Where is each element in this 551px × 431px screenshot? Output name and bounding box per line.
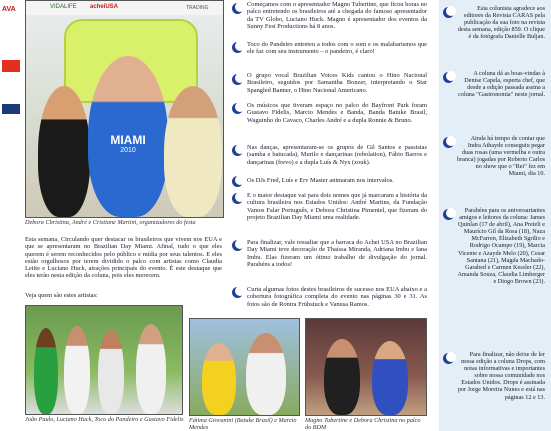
bullet-moon-icon xyxy=(232,193,243,204)
paragraph-toco: Toco do Pandeiro entreteu a todos com o som e os malabarismos que ele faz com seu instrumento – o pandeiro, é claro! xyxy=(247,41,427,56)
sponsor-logo-ava: AVA xyxy=(2,6,16,13)
sponsor-badge-2 xyxy=(2,104,20,114)
sponsor-logo-0: VIDALIFE xyxy=(50,4,77,10)
bullet-moon-icon xyxy=(443,7,454,18)
intro-paragraph: Esta semana, Circulando quer destacar os brasileiros que vivem nos EUA e que se apresentaram no Brazilian Day Miami. Afinal, tudo o que eles querem é serem reconhecidos pelo público e mídia por seus talentos. E eles estão orgulhosos por terem dividido o palco com artistas como Claudia Leitte e Luciano Huck, atrações principais do evento. É este destaque que eles terão nesta edição da coluna, pois eles merecem. xyxy=(25,236,222,280)
bullet-moon-icon xyxy=(443,137,454,148)
bullet-moon-icon xyxy=(232,145,243,156)
bullet-moon-icon xyxy=(232,3,243,14)
sidebar-paragraph-drops: Para finalizar, não deixe de ler nessa edição a coluna Drops, com notas informativas e importantes sobre nossa comunidade nos Estados Unidos. Drops é assinada por Jorge Moreira Nunes e está nas páginas 12 e 13. xyxy=(457,351,545,401)
sponsor-badge xyxy=(2,60,20,72)
bullet-moon-icon xyxy=(232,103,243,114)
paragraph-djs: Os DJs Fred, Luís e Erv Master animaram nos intervalos. xyxy=(247,177,394,184)
paragraph-musicos: Os músicos que tiveram espaço no palco do Bayfront Park foram Gustavo Fidelis, Marcio Mendes e Banda, Banda Batuke Brasil, Waguinho do Cavaco, Charles André e a dupla Ronnie & Bruno. xyxy=(247,102,427,124)
photo1-person-d xyxy=(136,324,166,414)
bottom-photo-2 xyxy=(189,318,300,416)
paragraph-destaque: E o maior destaque vai para dois nomes que já marcaram a história da cultura brasileira nos Estados Unidos: André Martins, da Fundação Vamos Falar Português, e Debora Christina Pimentel, que fizeram do projeto Brazilian Day Miami uma realidade. xyxy=(247,192,427,221)
intro-cta: Veja quem são estes artistas: xyxy=(25,292,98,299)
top-photo-caption: Debora Christina, André e Cristiane Martini, organizadores do festa xyxy=(25,219,196,226)
bottom-photo-3 xyxy=(305,318,427,416)
paragraph-magno: Começamos com o apresentador Magno Tubertine, que ficou horas no palco entretendo os brasileiros até a chegada do famoso apresentador da TV Globo, Luciano Huck. Magno é apresentador dos eventos da Sunny Fest Productions há 8 anos. xyxy=(247,1,427,30)
bullet-moon-icon xyxy=(232,240,243,251)
photo3-person-a xyxy=(324,339,360,415)
tshirt-miami-text: MIAMI xyxy=(110,133,146,147)
sponsor-logo-1: acheiUSA xyxy=(90,4,119,10)
photo1-person-b xyxy=(64,326,90,414)
paragraph-barraca: Para finalizar, vale ressaltar que a barraca do Achei USA no Brazilian Day Miami teve decoração de Thaíssa Miranda, Adriana Imbu e Iana Imbu. Elas fizeram um ótimo trabalho de divulgação do jornal. Parabéns a todos! xyxy=(247,239,427,268)
tshirt-print xyxy=(102,121,154,165)
sidebar-paragraph-indra: Ainda há tempo de contar que Indra Athayde conseguiu pegar duas rosas (uma vermelha e outra branca) jogadas por Roberto Carlos no show que o "Rei" fez em Miami, dia 10. xyxy=(457,135,545,178)
photo1-person-a xyxy=(34,328,58,414)
sidebar-column xyxy=(439,0,551,431)
sponsor-logo-2: TRADING xyxy=(186,5,209,11)
top-photo xyxy=(25,0,224,218)
photo2-person-a xyxy=(202,343,236,415)
bottom-photo-3-caption: Magno Tubertine e Debora Christina no palco do BDM xyxy=(305,417,421,431)
sidebar-paragraph-aniversarios: Parabéns para os aniversariantes amigos e leitores da coluna: James Quinlan (17 de abril), Ana Preteli e Maurício Gil da Rosa (18), Naza McFarren, Elizabeth Sgrilio e Rodrigo Ocampo (19), Marcia Vicente e Azayde Melo (20), Cesar Santana (21), Magda Machado-Garabed e Carmen Kessler (22), Amanda Souza, Claudia Limberger e Diogo Brown (23). xyxy=(457,207,545,285)
bottom-photo-1-caption: João Paulo, Luciano Huck, Toco do Pandeiro e Gustavo Fidelis xyxy=(25,416,184,423)
person-right xyxy=(164,86,222,217)
bullet-moon-icon xyxy=(443,72,454,83)
bottom-photo-2-caption: Fátima Giovanini (Batuke Brasil) e Marcio Mendes xyxy=(189,417,297,431)
tshirt-year-text: 2010 xyxy=(120,147,136,154)
photo1-person-c xyxy=(98,330,124,414)
paragraph-fotos: Curta algumas fotos destes brasileiros de sucesso nos EUA abaixo e a cobertura fotográfica completa do evento nas páginas 30 e 31. As fotos são de Ronira Frühstuck e Vanusa Ramos. xyxy=(247,286,427,308)
bullet-moon-icon xyxy=(232,42,243,53)
photo3-person-b xyxy=(372,341,408,415)
paragraph-voices: O grupo vocal Brazilian Voices Kids cantou o Hino Nacional Brasileiro, seguidos por Samantha Bonzer, interpretando o Star Spangled Banner, o Hino Nacional Americano. xyxy=(247,72,427,94)
left-logo-strip xyxy=(0,0,24,140)
bullet-moon-icon xyxy=(232,176,243,187)
photo2-person-b xyxy=(246,333,286,415)
sidebar-paragraph-caras: Esta colunista agradece aos editores da Revista CARAS pela publicação da sua foto na revista desta semana, edição 859. O clique é da fotógrafa Danielle Buljan. xyxy=(457,5,545,41)
bullet-moon-icon xyxy=(443,353,454,364)
bullet-moon-icon xyxy=(443,209,454,220)
person-left xyxy=(38,86,90,217)
bullet-moon-icon xyxy=(232,287,243,298)
sidebar-paragraph-denise: A coluna dá as boas-vindas à Denise Capela, esperta chef, que desde a edição passada assina a coluna "Gastronomia" neste jornal. xyxy=(458,70,545,99)
bullet-moon-icon xyxy=(232,74,243,85)
paragraph-dancas: Nas danças, apresentaram-se os grupos de Gil Santos e passistas (samba e batucada), Murilo e dançarinas (rebolation), Fábio Barros e dançarinas (frevo) e a dupla Luís & Nyx (zouk). xyxy=(247,144,427,166)
sponsor-banner xyxy=(26,1,223,15)
bottom-photo-1 xyxy=(25,305,183,415)
